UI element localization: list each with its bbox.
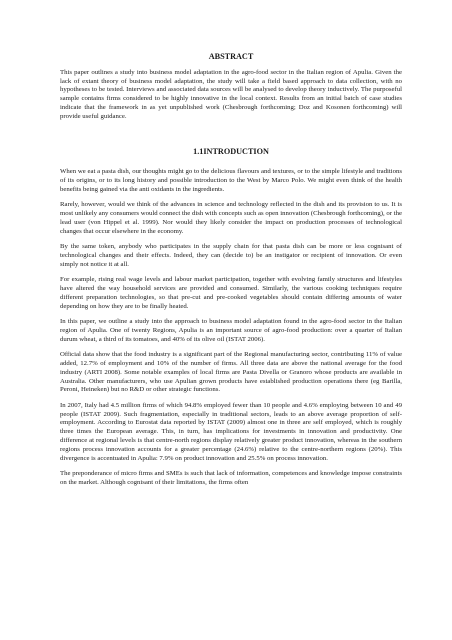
intro-paragraph-2: Rarely, however, would we think of the advances in science and technology reflected in the dish and its provision to us. It is most unlikely any consumers would connect the dish with concepts such as open innovation (Chesbrough forthcoming), or the lead user (von Hippel et al. 1999). Nor would they likely consider the impact on production processes of technological changes that occur elsewhere in the economy.: [60, 201, 402, 235]
intro-paragraph-5: In this paper, we outline a study into the approach to business model adaptation found in the agro-food sector in the Italian region of Apulia. One of twenty Regions, Apulia is an important source of agro-food production: over a quarter of Italian durum wheat, a third of its tomatoes, and 40% of its olive oil (ISTAT 2006).: [60, 318, 402, 343]
abstract-heading: ABSTRACT: [208, 52, 254, 61]
intro-paragraph-8: The preponderance of micro firms and SMEs is such that lack of information, competences and knowledge impose constraints on the market. Although cognisant of their limitations, the firms often: [60, 470, 402, 486]
introduction-heading: 1.1INTRODUCTION: [193, 147, 269, 157]
abstract-text: This paper outlines a study into business model adaptation in the agro-food sector in the Italian region of Apulia. Given the lack of extant theory of business model adaptation, the study will take a field based approach to data collection, with no hypotheses to be tested. Interviews and associated data sources will be analysed to develop theory inductively. The purposeful sample contains firms considered to be highly innovative in the local context. Results from an initial batch of case studies indicate that the framework in as yet unpublished work (Chesbrough forthcoming; Doz and Kosonen forthcoming) will provide useful guidance.: [60, 68, 402, 120]
intro-paragraph-4: For example, rising real wage levels and labour market participation, together with evolving family structures and lifestyles have altered the way household services are provided and consumed. Similarly, the various cooking techniques require different preparation technologies, so that pre-cut and pre-cooked vegetables should contain differing amounts of water depending on how they are to be finally heated.: [60, 276, 402, 310]
intro-paragraph-3: By the same token, anybody who participates in the supply chain for that pasta dish can be more or less cognisant of technological changes and their effects. Indeed, they can (decide to) be an instigator or recipient of innovation. Or even simply not notice it at all.: [60, 243, 402, 268]
intro-paragraph-6: Official data show that the food industry is a significant part of the Regional manufacturing sector, contributing 11% of value added, 12.7% of employment and 10% of the number of firms. All three data are above the national average for the food industry (ARTI 2008). Some notable examples of local firms are Pasta Divella or Granoro whose products are available in Australia. Other manufacturers, who use Apulian grown products have established production operations there (eg Barilla, Peroni, Heineken) but no R&D or other strategic functions.: [60, 351, 402, 394]
intro-paragraph-1: When we eat a pasta dish, our thoughts might go to the delicious flavours and textures, or to the simple lifestyle and traditions of its origins, or to its long history and possible introduction to the West by Marco Polo. We might even think of the health benefits being gained via the anti oxidants in the ingredients.: [60, 168, 402, 193]
intro-paragraph-7: In 2007, Italy had 4.5 million firms of which 94.8% employed fewer than 10 people and 4.6% employing between 10 and 49 people (ISTAT 2009). Such fragmentation, especially in traditional sectors, leads to an above average proportion of self-employment. According to Eurostat data reported by ISTAT (2009) almost one in three are self employed, which is roughly three times the European average. This, in turn, has implications for investments in innovation and productivity. One difference at regional levels is that centre-north regions display relatively greater product innovation, whereas in the southern regions process innovation accounts for a greater percentage (24.6%) relative to the centre-northern regions (20%). This divergence is accentuated in Apulia: 7.9% on product innovation and 25.5% on process innovation.: [60, 401, 402, 462]
